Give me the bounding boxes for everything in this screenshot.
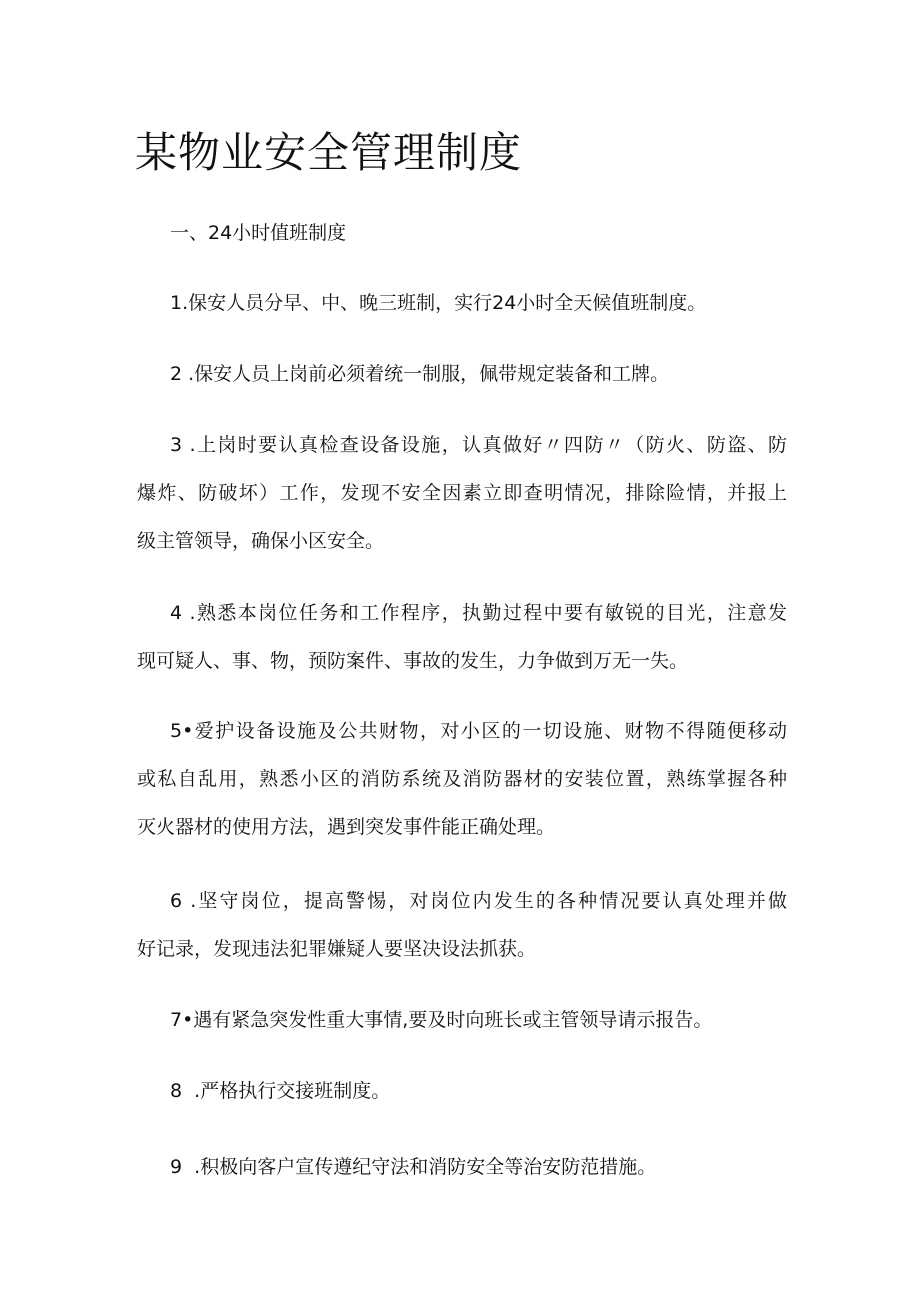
rule-line: 或私自乱用，熟悉小区的消防系统及消防器材的安装位置，熟练掌握各种 — [137, 768, 787, 790]
rule-line: 5•爱护设备设施及公共财物，对小区的一切设施、财物不得随便移动 — [170, 720, 787, 742]
rule-item-5 — [137, 707, 787, 851]
rule-line: 3 .上岗时要认真检查设备设施，认真做好〃四防〃（防火、防盗、防 — [170, 434, 787, 456]
section-heading: 一、24小时值班制度 — [170, 222, 347, 244]
rule-line: 6 .坚守岗位，提高警惕，对岗位内发生的各种情况要认真处理并做 — [170, 890, 787, 912]
rule-line: 8 .严格执行交接班制度。 — [170, 1080, 391, 1102]
rule-item-3 — [137, 421, 787, 565]
rule-line: 好记录，发现违法犯罪嫌疑人要坚决设法抓获。 — [137, 938, 537, 960]
rule-line: 爆炸、防破坏）工作，发现不安全因素立即查明情况，排除险情，并报上 — [137, 482, 787, 504]
rule-line: 现可疑人、事、物，预防案件、事故的发生，力争做到万无一失。 — [137, 650, 689, 672]
rule-line: 灭火器材的使用方法，遇到突发事件能正确处理。 — [137, 816, 556, 838]
rule-item-7 — [137, 996, 787, 1044]
rule-line: 4 .熟悉本岗位任务和工作程序，执勤过程中要有敏锐的目光，注意发 — [170, 602, 787, 624]
rule-item-8 — [137, 1067, 787, 1115]
rule-line: 7•遇有紧急突发性重大事情,要及时向班长或主管领导请示报告。 — [170, 1009, 713, 1031]
rule-line: 1.保安人员分早、中、晚三班制，实行24小时全天候值班制度。 — [170, 292, 707, 314]
document-title: 某物业安全管理制度 — [135, 128, 523, 177]
rule-item-1 — [137, 279, 787, 327]
rule-item-4 — [137, 589, 787, 685]
rule-item-9 — [137, 1143, 787, 1191]
rule-line: 级主管领导，确保小区安全。 — [137, 530, 385, 552]
rule-line: 2 .保安人员上岗前必须着统一制服，佩带规定装备和工牌。 — [170, 363, 670, 385]
rule-item-2 — [137, 350, 787, 398]
rule-line: 9 .积极向客户宣传遵纪守法和消防安全等治安防范措施。 — [170, 1156, 657, 1178]
rule-item-6 — [137, 877, 787, 973]
